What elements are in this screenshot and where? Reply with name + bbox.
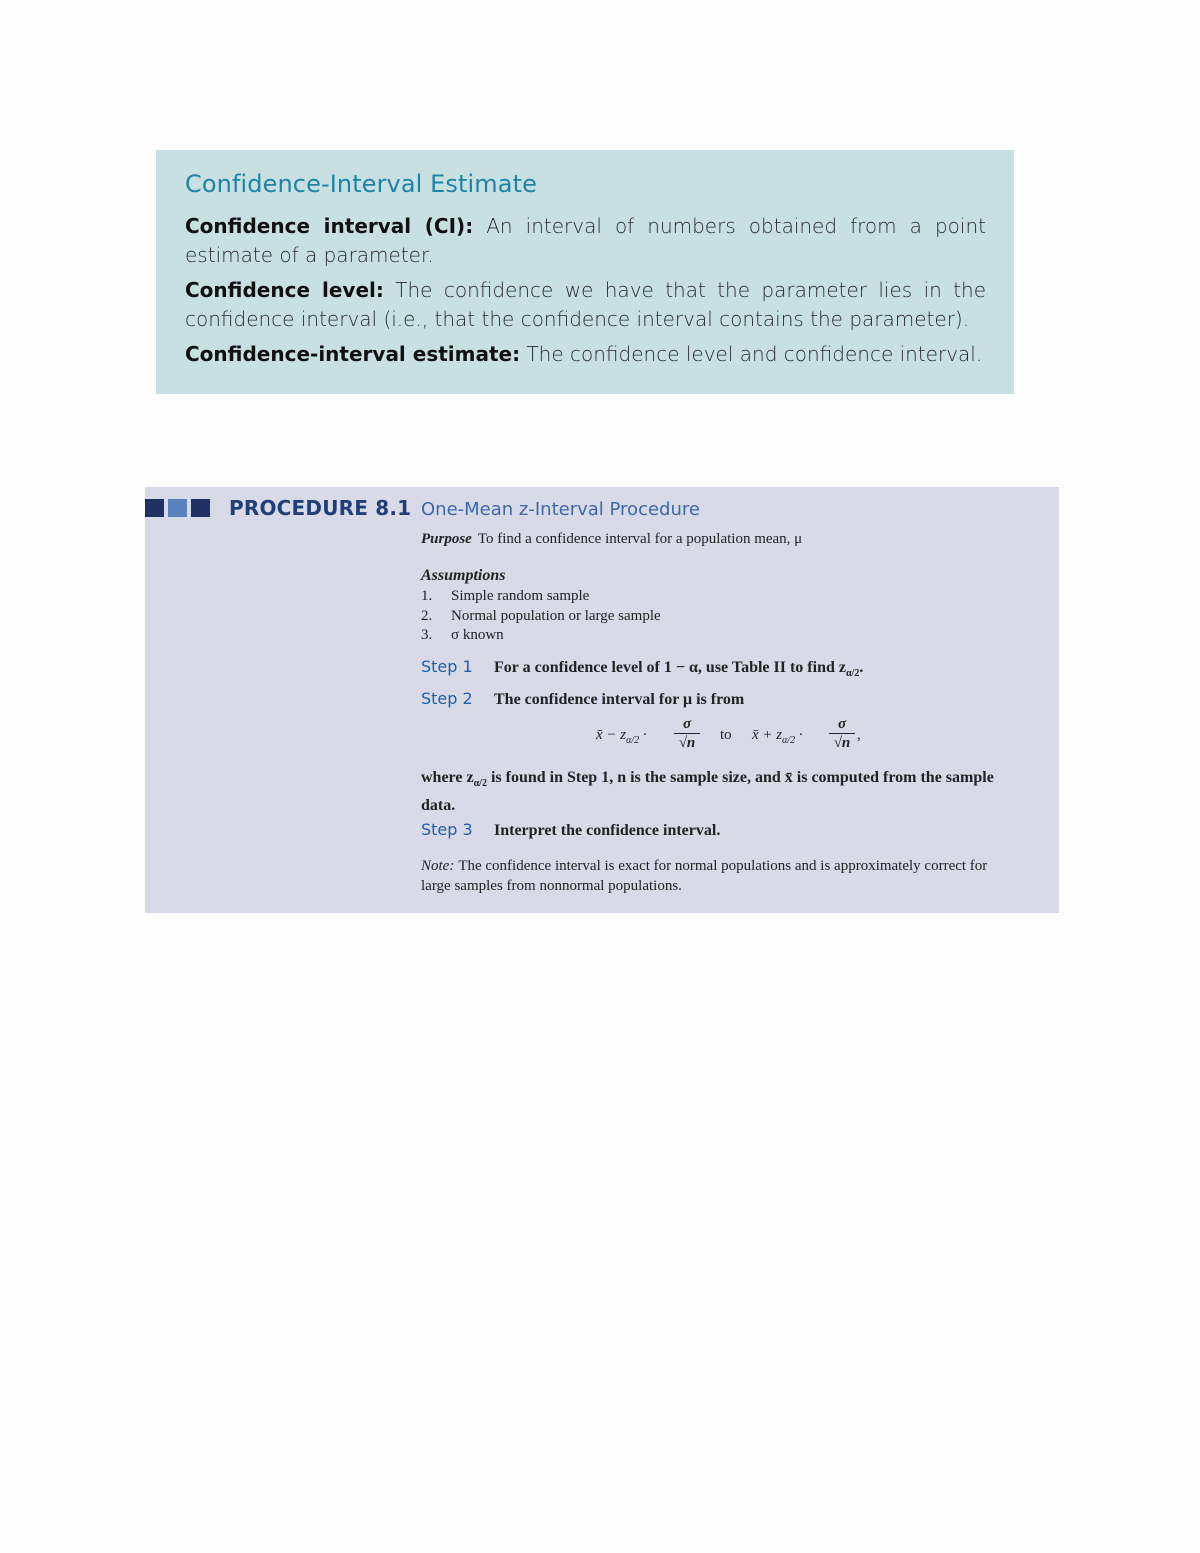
procedure-note <box>421 857 1011 896</box>
step-text: The confidence interval for μ is from <box>494 691 745 708</box>
purpose-label: Purpose <box>421 531 472 547</box>
list-text: Simple random sample <box>451 588 590 604</box>
list-text: Normal population or large sample <box>451 607 661 624</box>
where-prefix: where z <box>421 769 474 786</box>
formula-dot: · <box>642 727 647 743</box>
formula-left-text: x̄ − z <box>596 727 627 743</box>
definition-text: An interval of numbers obtained from a point estimate of a parameter. <box>185 214 986 267</box>
step-label: Step 1 <box>421 657 473 676</box>
fraction-denominator: √n <box>678 735 696 751</box>
list-item <box>421 607 1011 627</box>
definition-text: The confidence level and confidence interval. <box>526 342 983 366</box>
definition-term: Confidence interval (CI): <box>185 214 474 238</box>
purpose-text: To find a confidence interval for a population mean, μ <box>477 531 803 547</box>
procedure-label: PROCEDURE 8.1 <box>229 496 412 520</box>
formula-right <box>752 727 803 746</box>
formula-left <box>596 727 647 746</box>
assumptions-heading: Assumptions <box>421 567 506 584</box>
formula-fraction <box>674 715 700 752</box>
definition-text: The confidence we have that the parameter lies in the confidence interval (i.e., that the confidence interval contains the parameter). <box>185 278 987 331</box>
formula-fraction <box>829 715 855 752</box>
formula-dot: · <box>798 727 803 743</box>
list-number: 3. <box>421 627 433 643</box>
list-number: 1. <box>421 588 433 604</box>
step-end: . <box>859 659 864 676</box>
definition-title: Confidence-Interval Estimate <box>185 170 537 198</box>
definition-confidence-level <box>185 276 986 334</box>
formula-right-text: x̄ + z <box>752 727 783 743</box>
step-text: Interpret the confidence interval. <box>494 822 721 839</box>
square-icon <box>191 499 210 517</box>
definition-term: Confidence level: <box>185 278 384 302</box>
list-item <box>421 626 1011 646</box>
fraction-denominator: √n <box>833 735 851 751</box>
procedure-box <box>145 487 1059 913</box>
definition-box <box>156 150 1014 394</box>
note-text: The confidence interval is exact for normal populations and is approximately correct for large samples from nonnormal populations. <box>421 858 988 894</box>
formula-sub: α/2 <box>626 735 640 746</box>
step-text: For a confidence level of 1 − α, use Table II to find z <box>494 659 846 676</box>
list-text: σ known <box>451 627 504 643</box>
where-sub: α/2 <box>473 778 487 790</box>
definition-ci <box>185 212 986 270</box>
formula-sub: α/2 <box>782 735 796 746</box>
assumptions-list <box>421 587 1011 646</box>
where-rest: is found in Step 1, n is the sample size, and x̄ is computed from the sample data. <box>421 769 994 815</box>
step-3 <box>421 820 720 840</box>
step-label: Step 3 <box>421 820 473 839</box>
fraction-numerator: σ <box>682 716 692 732</box>
formula-end: , <box>857 727 861 743</box>
step-label: Step 2 <box>421 689 473 708</box>
purpose <box>421 531 1011 548</box>
ci-formula <box>596 715 896 761</box>
definition-ci-estimate <box>185 340 986 369</box>
step-1 <box>421 657 863 679</box>
note-label: Note: <box>421 858 455 874</box>
procedure-title: One-Mean z-Interval Procedure <box>421 499 700 520</box>
where-text <box>421 767 1021 817</box>
step-2 <box>421 689 744 709</box>
square-icon <box>145 499 164 517</box>
definition-term: Confidence-interval estimate: <box>185 342 521 366</box>
square-icon <box>168 499 187 517</box>
list-number: 2. <box>421 607 433 624</box>
list-item <box>421 587 1011 607</box>
formula-to: to <box>720 727 732 743</box>
step-subscript: α/2 <box>845 668 860 680</box>
fraction-numerator: σ <box>837 716 847 732</box>
